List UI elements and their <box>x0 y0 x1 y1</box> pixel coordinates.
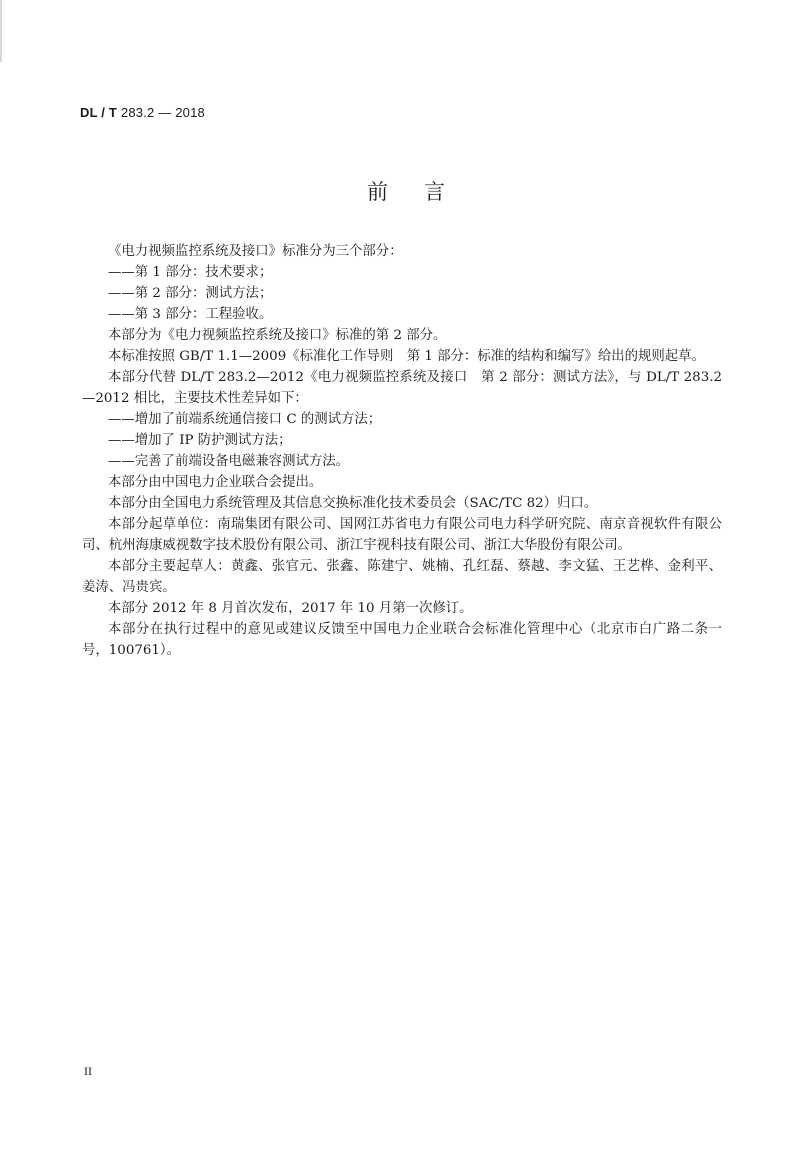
paragraph-part-3: ——第 3 部分：工程验收。 <box>108 307 273 322</box>
paragraph-change-3: ——完善了前端设备电磁兼容测试方法。 <box>108 454 350 469</box>
page-title: 前言 <box>367 180 481 204</box>
paragraph-this-part: 本部分为《电力视频监控系统及接口》标准的第 2 部分。 <box>108 328 447 343</box>
paragraph-drafting-rules: 本标准按照 GB/T 1.1—2009《标准化工作导则 第 1 部分：标准的结构和编写》给出的规则起草。 <box>108 349 705 364</box>
page-number: II <box>84 1064 92 1078</box>
paragraph-history: 本部分 2012 年 8 月首次发布，2017 年 10 月第一次修订。 <box>108 601 473 616</box>
paragraph-proposed-by: 本部分由中国电力企业联合会提出。 <box>108 475 323 490</box>
standard-prefix: DL / T <box>80 105 121 120</box>
margin-rule <box>0 0 2 62</box>
paragraph-part-2: ——第 2 部分：测试方法； <box>108 286 273 301</box>
foreword-body <box>82 241 722 661</box>
paragraph-parts-intro: 《电力视频监控系统及接口》标准分为三个部分： <box>108 244 403 259</box>
paragraph-feedback: 本部分在执行过程中的意见或建议反馈至中国电力企业联合会标准化管理中心（北京市白广路二条一号，100761）。 <box>82 622 722 658</box>
paragraph-change-1: ——增加了前端系统通信接口 C 的测试方法； <box>108 412 382 427</box>
paragraph-under-jurisdiction: 本部分由全国电力系统管理及其信息交换标准化技术委员会（SAC/TC 82）归口。 <box>108 496 598 511</box>
paragraph-change-2: ——增加了 IP 防护测试方法； <box>108 433 292 448</box>
standard-code <box>80 105 205 120</box>
paragraph-part-1: ——第 1 部分：技术要求； <box>108 265 273 280</box>
paragraph-drafters: 本部分主要起草人：黄鑫、张官元、张鑫、陈建宁、姚楠、孔红磊、蔡越、李文猛、王艺桦、金利平、姜涛、冯贵宾。 <box>82 559 722 595</box>
paragraph-replaces: 本部分代替 DL/T 283.2—2012《电力视频监控系统及接口 第 2 部分：测试方法》，与 DL/T 283.2—2012 相比，主要技术性差异如下： <box>82 370 722 406</box>
standard-number: 283.2 — 2018 <box>120 105 205 120</box>
paragraph-drafting-units: 本部分起草单位：南瑞集团有限公司、国网江苏省电力有限公司电力科学研究院、南京音视软件有限公司、杭州海康威视数字技术股份有限公司、浙江宇视科技有限公司、浙江大华股份有限公司。 <box>82 517 722 553</box>
